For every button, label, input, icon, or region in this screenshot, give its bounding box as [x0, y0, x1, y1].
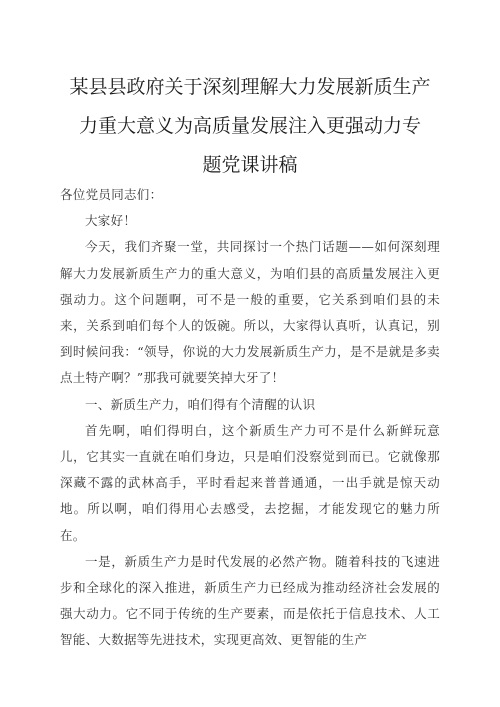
title-line-1: 某县县政府关于深刻理解大力发展新质生产: [69, 76, 431, 98]
section-heading-1: 一、新质生产力，咱们得有个清醒的认识: [85, 396, 316, 412]
section-1-paragraph-1: 首先啊，咱们得明白，这个新质生产力可不是什么新鲜玩意儿，它其实一直就在咱们身边，只是咱们没察觉到而已。它就像那深藏不露的武林高手，平时看起来普普通通，一出手就是惊天动地。所以啊，咱们得用心去感受，去挖掘，才能发现它的魅力所在。: [60, 422, 440, 543]
title-line-2: 力重大意义为高质量发展注入更强动力专: [78, 115, 421, 137]
section-1-paragraph-2: 一是，新质生产力是时代发展的必然产物。随着科技的飞速进步和全球化的深入推进，新质生产力已经成为推动经济社会发展的强大动力。它不同于传统的生产要素，而是依托于信息技术、人工智能、大数据等先进技术，实现更高效、更智能的生产: [60, 553, 440, 648]
title-line-3: 题党课讲稿: [202, 154, 298, 176]
document-title: [60, 68, 440, 185]
document-body: [60, 182, 440, 654]
salutation: 各位党员同志们：: [60, 187, 163, 202]
greeting: 大家好！: [85, 213, 137, 229]
intro-paragraph: 今天，我们齐聚一堂，共同探讨一个热门话题——如何深刻理解大力发展新质生产力的重大意义，为咱们县的高质量发展注入更强动力。这个问题啊，可不是一般的重要，它关系到咱们县的未来，关系到咱们每个人的饭碗。所以，大家得认真听，认真记，别到时候问我：“领导，你说的大力发展新质生产力，是不是就是多卖点土特产啊？”那我可就要笑掉大牙了！: [60, 239, 440, 386]
